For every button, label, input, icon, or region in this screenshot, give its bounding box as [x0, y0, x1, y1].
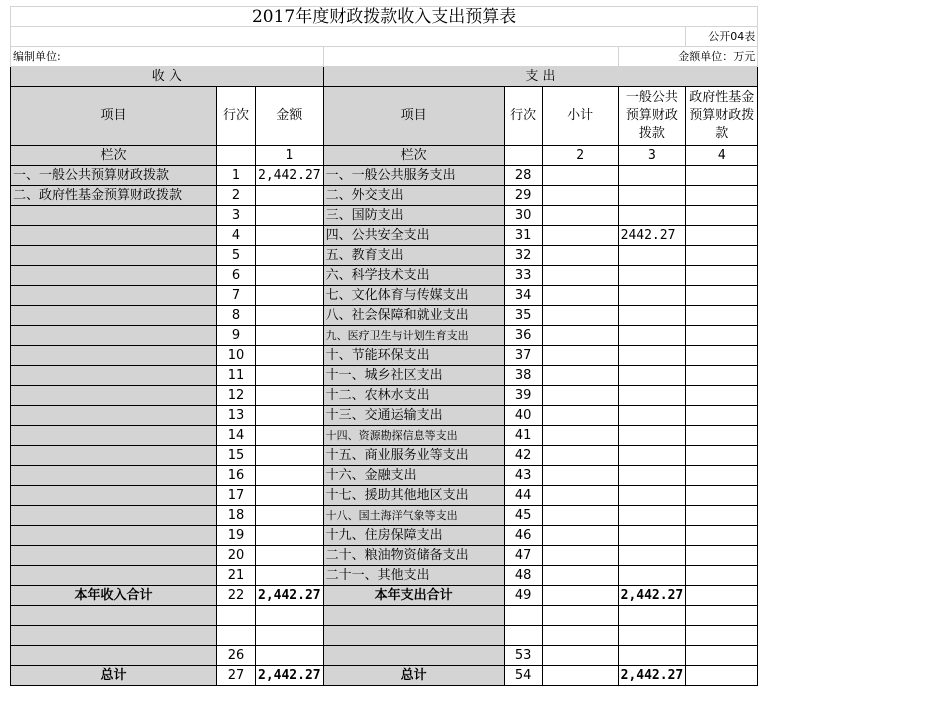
blank-cell	[686, 646, 758, 666]
header-line-no: 行次	[217, 87, 256, 146]
blank-cell	[618, 646, 686, 666]
income-amount-cell	[256, 186, 324, 206]
subtotal-cell	[542, 366, 618, 386]
expense-item-cell: 十八、国土海洋气象等支出	[323, 506, 504, 526]
empty-cell	[504, 146, 542, 166]
income-item-cell	[11, 486, 217, 506]
total-expense-label: 本年支出合计	[323, 586, 504, 606]
unit-label: 编制单位:	[11, 47, 324, 67]
expense-line-no-cell: 36	[504, 326, 542, 346]
general-budget-cell	[618, 526, 686, 546]
subtotal-cell	[542, 446, 618, 466]
general-budget-cell	[618, 486, 686, 506]
expense-item-cell: 三、国防支出	[323, 206, 504, 226]
income-line-no-cell: 12	[217, 386, 256, 406]
blank-row	[11, 646, 758, 666]
expense-item-cell: 二十一、其他支出	[323, 566, 504, 586]
general-budget-cell	[618, 346, 686, 366]
expense-item-cell: 十五、商业服务业等支出	[323, 446, 504, 466]
expense-line-no-cell: 45	[504, 506, 542, 526]
blank-line-no	[504, 606, 542, 626]
income-line-no-cell: 6	[217, 266, 256, 286]
general-budget-cell	[618, 386, 686, 406]
expense-line-no-cell: 44	[504, 486, 542, 506]
general-budget-cell	[618, 446, 686, 466]
blank-cell	[618, 606, 686, 626]
income-item-cell	[11, 446, 217, 466]
table-row	[11, 506, 758, 526]
total-gov-fund	[686, 586, 758, 606]
blank-cell	[686, 626, 758, 646]
gov-fund-cell	[686, 206, 758, 226]
income-amount-cell	[256, 566, 324, 586]
table-row	[11, 346, 758, 366]
expense-item-cell: 五、教育支出	[323, 246, 504, 266]
income-line-no-cell: 9	[217, 326, 256, 346]
general-budget-cell	[618, 186, 686, 206]
income-line-no-cell: 17	[217, 486, 256, 506]
gov-fund-cell	[686, 306, 758, 326]
income-amount-cell	[256, 326, 324, 346]
blank-line-no: 26	[217, 646, 256, 666]
table-row	[11, 366, 758, 386]
income-line-no-cell: 2	[217, 186, 256, 206]
blank-cell	[323, 646, 504, 666]
income-line-no-cell: 16	[217, 466, 256, 486]
expense-line-no-cell: 39	[504, 386, 542, 406]
gov-fund-cell	[686, 386, 758, 406]
blank-line-no	[217, 606, 256, 626]
expense-line-no-cell: 33	[504, 266, 542, 286]
income-amount-cell	[256, 286, 324, 306]
blank-cell	[542, 606, 618, 626]
general-budget-cell	[618, 546, 686, 566]
total-general-budget: 2,442.27	[618, 666, 686, 686]
gov-fund-cell	[686, 566, 758, 586]
empty-cell	[11, 27, 686, 47]
income-line-no-cell: 19	[217, 526, 256, 546]
gov-fund-cell	[686, 406, 758, 426]
subtotal-cell	[542, 166, 618, 186]
gov-fund-cell	[686, 526, 758, 546]
expense-item-cell: 九、医疗卫生与计划生育支出	[323, 326, 504, 346]
income-item-cell	[11, 466, 217, 486]
table-row	[11, 406, 758, 426]
income-amount-cell	[256, 486, 324, 506]
subtotal-cell	[542, 206, 618, 226]
table-row	[11, 566, 758, 586]
income-line-no-cell: 7	[217, 286, 256, 306]
table-row	[11, 286, 758, 306]
expense-item-cell: 二十、粮油物资储备支出	[323, 546, 504, 566]
table-row	[11, 166, 758, 186]
subtotal-cell	[542, 486, 618, 506]
income-item-cell	[11, 346, 217, 366]
general-budget-cell	[618, 306, 686, 326]
section-expense-header: 支 出	[323, 67, 758, 87]
expense-line-no-cell: 34	[504, 286, 542, 306]
blank-cell	[686, 606, 758, 626]
general-budget-cell	[618, 466, 686, 486]
blank-cell	[618, 626, 686, 646]
total-income-label: 本年收入合计	[11, 586, 217, 606]
gov-fund-cell	[686, 246, 758, 266]
total-expense-line-no: 49	[504, 586, 542, 606]
gov-fund-cell	[686, 366, 758, 386]
subtotal-cell	[542, 186, 618, 206]
income-item-cell	[11, 206, 217, 226]
blank-cell	[11, 646, 217, 666]
income-item-cell	[11, 306, 217, 326]
income-amount-cell	[256, 506, 324, 526]
table-row	[11, 226, 758, 246]
table-row	[11, 486, 758, 506]
income-item-cell	[11, 326, 217, 346]
income-amount-cell	[256, 346, 324, 366]
column-number: 1	[256, 146, 324, 166]
total-income-amount: 2,442.27	[256, 666, 324, 686]
expense-item-cell: 十九、住房保障支出	[323, 526, 504, 546]
income-item-cell: 二、政府性基金预算财政拨款	[11, 186, 217, 206]
expense-line-no-cell: 32	[504, 246, 542, 266]
income-line-no-cell: 8	[217, 306, 256, 326]
total-expense-line-no: 54	[504, 666, 542, 686]
expense-line-no-cell: 30	[504, 206, 542, 226]
income-line-no-cell: 13	[217, 406, 256, 426]
column-label-right: 栏次	[323, 146, 504, 166]
income-amount-cell	[256, 466, 324, 486]
column-label-left: 栏次	[11, 146, 217, 166]
form-code: 公开04表	[686, 27, 758, 47]
subtotal-cell	[542, 386, 618, 406]
subtotal-cell	[542, 426, 618, 446]
income-amount-cell	[256, 426, 324, 446]
table-row	[11, 546, 758, 566]
blank-cell	[11, 606, 217, 626]
gov-fund-cell	[686, 186, 758, 206]
gov-fund-cell	[686, 506, 758, 526]
column-number: 4	[686, 146, 758, 166]
income-amount-cell	[256, 526, 324, 546]
income-amount-cell: 2,442.27	[256, 166, 324, 186]
expense-item-cell: 八、社会保障和就业支出	[323, 306, 504, 326]
expense-line-no-cell: 31	[504, 226, 542, 246]
gov-fund-cell	[686, 446, 758, 466]
income-item-cell	[11, 366, 217, 386]
general-budget-cell	[618, 406, 686, 426]
header-amount: 金额	[256, 87, 324, 146]
income-line-no-cell: 10	[217, 346, 256, 366]
gov-fund-cell	[686, 486, 758, 506]
page-title: 2017年度财政拨款收入支出预算表	[11, 7, 758, 27]
income-amount-cell	[256, 246, 324, 266]
gov-fund-cell	[686, 466, 758, 486]
income-item-cell	[11, 246, 217, 266]
income-amount-cell	[256, 546, 324, 566]
subtotal-cell	[542, 266, 618, 286]
expense-line-no-cell: 40	[504, 406, 542, 426]
table-row	[11, 426, 758, 446]
expense-item-cell: 六、科学技术支出	[323, 266, 504, 286]
expense-line-no-cell: 47	[504, 546, 542, 566]
income-line-no-cell: 3	[217, 206, 256, 226]
expense-line-no-cell: 46	[504, 526, 542, 546]
gov-fund-cell	[686, 346, 758, 366]
subtotal-cell	[542, 306, 618, 326]
gov-fund-cell	[686, 546, 758, 566]
expense-line-no-cell: 41	[504, 426, 542, 446]
subtotal-cell	[542, 406, 618, 426]
blank-cell	[256, 626, 324, 646]
header-item: 项目	[11, 87, 217, 146]
table-row	[11, 206, 758, 226]
gov-fund-cell	[686, 326, 758, 346]
general-budget-cell: 2442.27	[618, 226, 686, 246]
income-line-no-cell: 20	[217, 546, 256, 566]
general-budget-cell	[618, 166, 686, 186]
table-row	[11, 526, 758, 546]
expense-item-cell: 十六、金融支出	[323, 466, 504, 486]
income-item-cell	[11, 526, 217, 546]
general-budget-cell	[618, 266, 686, 286]
income-amount-cell	[256, 406, 324, 426]
expense-item-cell: 十七、援助其他地区支出	[323, 486, 504, 506]
table-row	[11, 466, 758, 486]
subtotal-cell	[542, 326, 618, 346]
subtotal-cell	[542, 506, 618, 526]
table-row	[11, 306, 758, 326]
blank-row	[11, 606, 758, 626]
general-budget-cell	[618, 206, 686, 226]
table-row	[11, 246, 758, 266]
income-item-cell	[11, 226, 217, 246]
income-amount-cell	[256, 226, 324, 246]
subtotal-cell	[542, 466, 618, 486]
income-line-no-cell: 18	[217, 506, 256, 526]
general-budget-cell	[618, 366, 686, 386]
total-income-line-no: 27	[217, 666, 256, 686]
year-total-row	[11, 586, 758, 606]
income-amount-cell	[256, 446, 324, 466]
income-amount-cell	[256, 386, 324, 406]
expense-item-cell: 四、公共安全支出	[323, 226, 504, 246]
blank-cell	[542, 646, 618, 666]
income-item-cell	[11, 286, 217, 306]
table-row	[11, 446, 758, 466]
income-item-cell	[11, 546, 217, 566]
total-income-line-no: 22	[217, 586, 256, 606]
income-amount-cell	[256, 266, 324, 286]
gov-fund-cell	[686, 426, 758, 446]
gov-fund-cell	[686, 286, 758, 306]
gov-fund-cell	[686, 226, 758, 246]
expense-line-no-cell: 29	[504, 186, 542, 206]
total-gov-fund	[686, 666, 758, 686]
gov-fund-cell	[686, 266, 758, 286]
section-income-header: 收 入	[11, 67, 324, 87]
general-budget-cell	[618, 506, 686, 526]
blank-cell	[542, 626, 618, 646]
blank-line-no	[217, 626, 256, 646]
blank-cell	[256, 646, 324, 666]
header-general-budget: 一般公共预算财政拨款	[618, 87, 686, 146]
table-row	[11, 186, 758, 206]
income-amount-cell	[256, 366, 324, 386]
income-item-cell	[11, 506, 217, 526]
total-income-amount: 2,442.27	[256, 586, 324, 606]
general-budget-cell	[618, 426, 686, 446]
general-budget-cell	[618, 246, 686, 266]
header-expense-item: 项目	[323, 87, 504, 146]
income-line-no-cell: 5	[217, 246, 256, 266]
grand-total-row	[11, 666, 758, 686]
income-line-no-cell: 15	[217, 446, 256, 466]
blank-cell	[323, 606, 504, 626]
header-expense-line-no: 行次	[504, 87, 542, 146]
table-row	[11, 266, 758, 286]
expense-item-cell: 十三、交通运输支出	[323, 406, 504, 426]
blank-line-no	[504, 626, 542, 646]
expense-item-cell: 一、一般公共服务支出	[323, 166, 504, 186]
expense-line-no-cell: 28	[504, 166, 542, 186]
table-row	[11, 326, 758, 346]
total-expense-label: 总计	[323, 666, 504, 686]
general-budget-cell	[618, 566, 686, 586]
expense-line-no-cell: 37	[504, 346, 542, 366]
expense-item-cell: 十一、城乡社区支出	[323, 366, 504, 386]
subtotal-cell	[542, 346, 618, 366]
general-budget-cell	[618, 286, 686, 306]
column-number: 2	[542, 146, 618, 166]
income-item-cell	[11, 426, 217, 446]
subtotal-cell	[542, 226, 618, 246]
total-income-label: 总计	[11, 666, 217, 686]
income-line-no-cell: 14	[217, 426, 256, 446]
subtotal-cell	[542, 526, 618, 546]
total-subtotal	[542, 666, 618, 686]
subtotal-cell	[542, 246, 618, 266]
blank-line-no: 53	[504, 646, 542, 666]
income-amount-cell	[256, 206, 324, 226]
income-line-no-cell: 1	[217, 166, 256, 186]
expense-line-no-cell: 38	[504, 366, 542, 386]
amount-unit: 金额单位：万元	[618, 47, 758, 67]
income-amount-cell	[256, 306, 324, 326]
column-number: 3	[618, 146, 686, 166]
gov-fund-cell	[686, 166, 758, 186]
expense-item-cell: 二、外交支出	[323, 186, 504, 206]
table-row	[11, 386, 758, 406]
expense-line-no-cell: 48	[504, 566, 542, 586]
subtotal-cell	[542, 546, 618, 566]
subtotal-cell	[542, 286, 618, 306]
income-item-cell	[11, 566, 217, 586]
blank-cell	[323, 626, 504, 646]
total-subtotal	[542, 586, 618, 606]
total-general-budget: 2,442.27	[618, 586, 686, 606]
expense-line-no-cell: 42	[504, 446, 542, 466]
expense-item-cell: 七、文化体育与传媒支出	[323, 286, 504, 306]
expense-item-cell: 十四、资源勘探信息等支出	[323, 426, 504, 446]
header-gov-fund: 政府性基金预算财政拨款	[686, 87, 758, 146]
expense-item-cell: 十二、农林水支出	[323, 386, 504, 406]
empty-cell	[217, 146, 256, 166]
expense-line-no-cell: 43	[504, 466, 542, 486]
income-item-cell	[11, 386, 217, 406]
header-subtotal: 小计	[542, 87, 618, 146]
expense-item-cell: 十、节能环保支出	[323, 346, 504, 366]
subtotal-cell	[542, 566, 618, 586]
blank-cell	[256, 606, 324, 626]
income-line-no-cell: 11	[217, 366, 256, 386]
budget-table	[10, 6, 758, 686]
empty-cell	[323, 47, 618, 67]
income-line-no-cell: 21	[217, 566, 256, 586]
blank-row	[11, 626, 758, 646]
income-item-cell	[11, 266, 217, 286]
general-budget-cell	[618, 326, 686, 346]
expense-line-no-cell: 35	[504, 306, 542, 326]
income-line-no-cell: 4	[217, 226, 256, 246]
blank-cell	[11, 626, 217, 646]
income-item-cell	[11, 406, 217, 426]
income-item-cell: 一、一般公共预算财政拨款	[11, 166, 217, 186]
